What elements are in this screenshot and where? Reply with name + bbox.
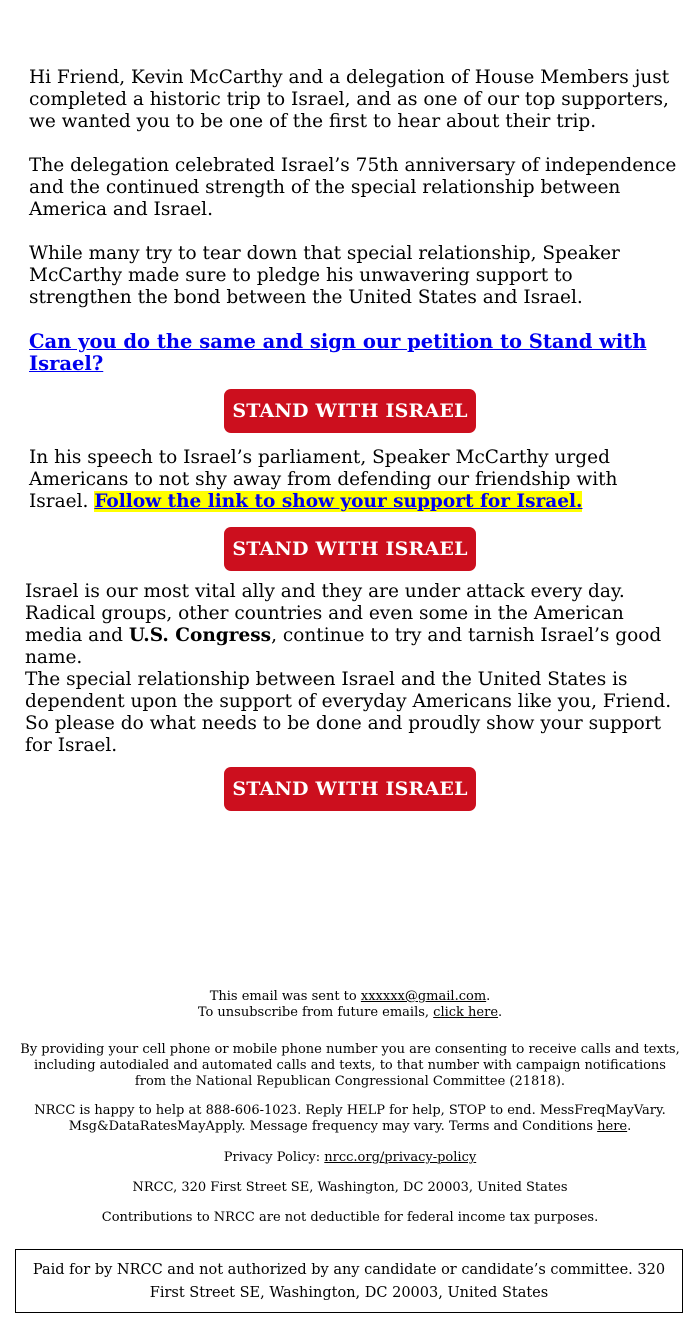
paid-for-disclaimer: Paid for by NRCC and not authorized by any candidate or candidate’s committee. 320 First Street SE, Washington, DC 20003, United States [15,1249,683,1313]
stand-with-israel-button-3[interactable]: STAND WITH ISRAEL [224,767,476,811]
ally-text-end: , continue to try and tarnish Israel’s good name. [25,625,662,668]
privacy-prefix: Privacy Policy: [223,1150,325,1165]
unsubscribe-suffix: . [498,1005,503,1020]
ally-paragraph [25,581,680,669]
footer-sent-line [20,989,680,1021]
petition-link[interactable]: Can you do the same and sign our petition to Stand with Israel? [29,330,647,375]
footer-tax-note: Contributions to NRCC are not deductible for federal income tax purposes. [101,1210,599,1225]
footer-address: NRCC, 320 First Street SE, Washington, DC 20003, United States [132,1180,568,1195]
support-link[interactable]: Follow the link to show your support for Israel. [94,491,583,512]
petition-paragraph [29,331,679,375]
intro-paragraph: Hi Friend, Kevin McCarthy and a delegation of House Members just completed a historic trip to Israel, and as one of our top supporters, we wanted you to be one of the first to hear about their trip. [29,67,670,132]
speech-text: In his speech to Israel’s parliament, Speaker McCarthy urged Americans to not shy away from defending our friendship with Israel. [29,447,618,512]
footer-help [20,1103,680,1135]
ally-text: Israel is our most vital ally and they are under attack every day. Radical groups, other countries and even some in the American media and [25,581,625,646]
stand-with-israel-button-2[interactable]: STAND WITH ISRAEL [224,527,476,571]
everyday-americans-paragraph: The special relationship between Israel and the United States is dependent upon the support of everyday Americans like you, Friend. So please do what needs to be done and proudly show your support for Israel. [25,669,672,756]
help-suffix: . [627,1119,632,1134]
stand-with-israel-button-1[interactable]: STAND WITH ISRAEL [224,389,476,433]
sent-suffix: . [486,989,491,1004]
help-text: NRCC is happy to help at 888-606-1023. Reply HELP for help, STOP to end. MessFreqMayVary. Msg&DataRatesMayApply. Message frequency may vary. Terms and Conditions [34,1103,666,1134]
recipient-email-link[interactable]: xxxxxx@gmail.com [360,989,487,1004]
delegation-paragraph: The delegation celebrated Israel’s 75th anniversary of independence and the continued strength of the special relationship between America and Israel. [29,155,677,220]
congress-bold: U.S. Congress [128,625,272,646]
privacy-policy-link[interactable]: nrcc.org/privacy-policy [324,1150,477,1165]
terms-link[interactable]: here [597,1119,628,1134]
relationship-paragraph: While many try to tear down that special relationship, Speaker McCarthy made sure to pledge his unwavering support to strengthen the bond between the United States and Israel. [29,243,620,308]
footer-consent: By providing your cell phone or mobile phone number you are consenting to receive calls and texts, including autodialed and automated calls and texts, to that number with campaign notifications from the National Republican Congressional Committee (21818). [20,1042,680,1089]
unsubscribe-link[interactable]: click here [433,1005,499,1020]
footer-privacy [20,1150,680,1166]
unsubscribe-prefix: To unsubscribe from future emails, [197,1005,434,1020]
sent-prefix: This email was sent to [209,989,361,1004]
speech-paragraph [29,447,679,513]
